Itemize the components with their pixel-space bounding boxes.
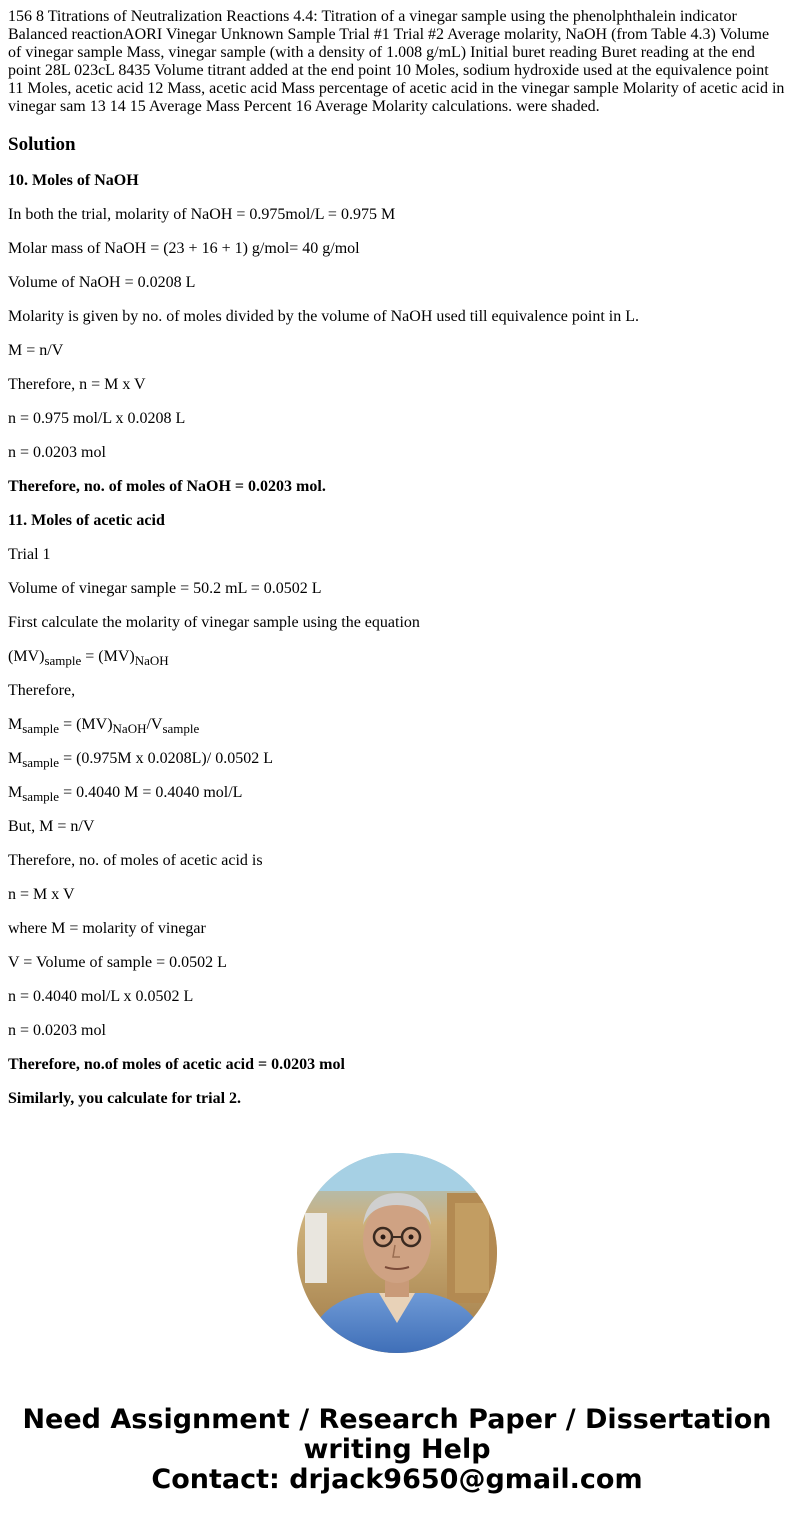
solution-line: Therefore, n = M x V [8,376,146,393]
author-avatar [297,1153,497,1353]
solution-line: First calculate the molarity of vinegar sample using the equation [8,614,420,631]
solution-line: Molarity is given by no. of moles divided by the volume of NaOH used till equivalence point in L. [8,308,639,325]
promo-line-2: writing Help [303,1434,491,1465]
solution-line: Volume of NaOH = 0.0208 L [8,274,196,291]
solution-line: n = M x V [8,886,75,903]
solution-body [8,172,786,1108]
solution-line: But, M = n/V [8,818,95,835]
equation-line: $(MV)_{sample} = (MV)_{NaOH}$ [8,648,169,668]
question-text: 156 8 Titrations of Neutralization Reactions 4.4: Titration of a vinegar sample using the phenolphthalein indicator Balanced reactionAORI Vinegar Unknown Sample Trial #1 Trial #2 Average molarity, NaOH (from Table 4.3) Volume of vinegar sample Mass, vinegar sample (with a density of 1.008 g/mL) Initial buret reading Buret reading at the end point 28L 023cL 8435 Volume titrant added at the end point 10 Moles, sodium hydroxide used at the equivalence point 11 Moles, acetic acid 12 Mass, acetic acid Mass percentage of acetic acid in the vinegar sample Molarity of acetic acid in vinegar sam 13 14 15 Average Mass Percent 16 Average Molarity calculations. were shaded. [8,8,785,115]
solution-line: n = 0.4040 mol/L x 0.0502 L [8,988,194,1005]
solution-line: where M = molarity of vinegar [8,920,206,937]
solution-line: n = 0.975 mol/L x 0.0208 L [8,410,186,427]
promo-contact-email: Contact: drjack9650@gmail.com [151,1464,643,1495]
solution-line: M = n/V [8,342,64,359]
equation-line: $M_{sample} = (MV)_{NaOH}/V_{sample}$ [8,716,200,736]
solution-line: Trial 1 [8,546,51,563]
solution-line: Therefore, [8,682,76,699]
promo-line-1: Need Assignment / Research Paper / Dissertation [22,1404,772,1435]
solution-line: Similarly, you calculate for trial 2. [8,1090,242,1107]
solution-line: Volume of vinegar sample = 50.2 mL = 0.0502 L [8,580,322,597]
section-heading-moles-naoh: 10. Moles of NaOH [8,172,139,189]
author-photo-illustration [297,1153,497,1353]
solution-line: n = 0.0203 mol [8,1022,106,1039]
result-line: Therefore, no. of moles of NaOH = 0.0203 mol. [8,478,326,495]
result-line: Therefore, no.of moles of acetic acid = 0.0203 mol [8,1056,345,1073]
equation-line: $M_{sample} = 0.4040$ M = 0.4040 mol/L [8,784,243,804]
solution-line: Molar mass of NaOH = (23 + 16 + 1) g/mol= 40 g/mol [8,240,360,257]
solution-line: n = 0.0203 mol [8,444,106,461]
solution-heading: Solution [8,134,76,155]
section-heading-moles-acetic-acid: 11. Moles of acetic acid [8,512,165,529]
document-content [8,8,786,1122]
equation-line: $M_{sample} = (0.975M$ x 0.0208L)/ 0.0502 L [8,750,273,770]
solution-line: V = Volume of sample = 0.0502 L [8,954,227,971]
solution-line: Therefore, no. of moles of acetic acid is [8,852,263,869]
solution-line: In both the trial, molarity of NaOH = 0.975mol/L = 0.975 M [8,206,396,223]
